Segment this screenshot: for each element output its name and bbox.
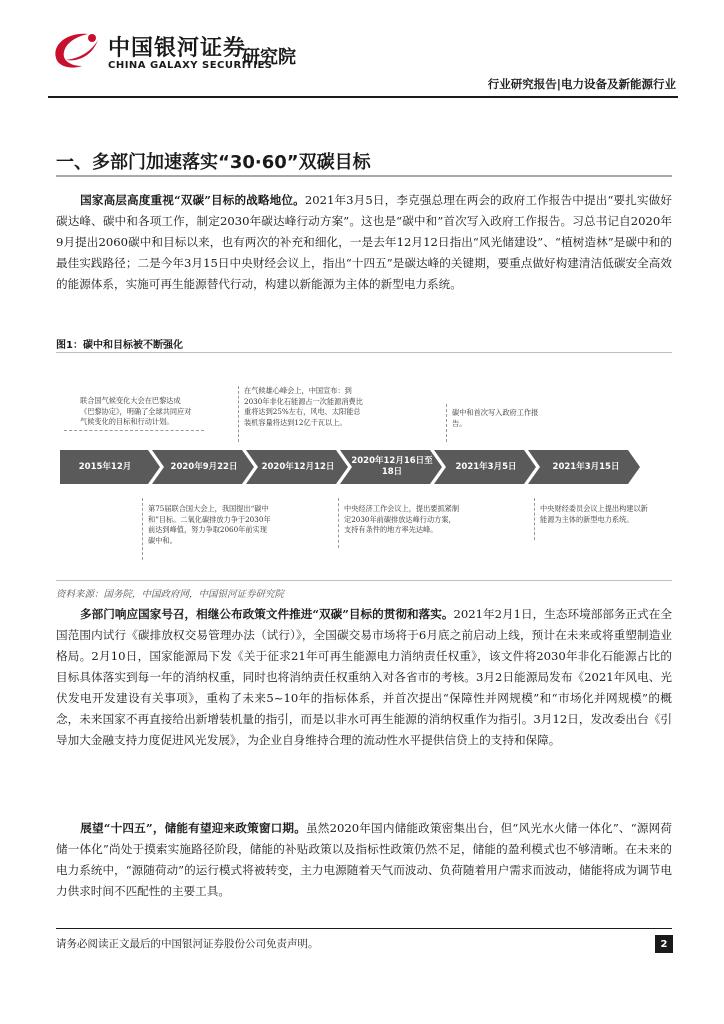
figure-source: 资料来源：国务院，中国政府网，中国银河证券研究院 <box>56 589 285 600</box>
timeline-note-top-1: 联合国气候变化大会在巴黎达成《巴黎协定》，明确了全球共同应对气候变化的目标和行动计划。 <box>80 396 192 426</box>
timeline-note-bottom-1: 第75届联合国大会上，我国提出“碳中和”目标。二氧化碳排放力争于2030年前达到峰值，努力争取2060年前实现碳中和。 <box>148 504 271 545</box>
timeline-note-top-2: 在气候雄心峰会上，中国宣布：到2030年非化石能源占一次能源消费比重将达到25%左右，风电、太阳能总装机容量将达到12亿千瓦以上。 <box>244 386 363 427</box>
galaxy-swoosh-icon <box>48 30 102 74</box>
note-connector <box>238 386 239 442</box>
figure-top-rule <box>56 352 672 353</box>
paragraph-3 <box>56 818 672 902</box>
logo-english: CHINA GALAXY SECURITIES <box>108 60 273 71</box>
logo-chinese: 中国银河证券 <box>108 36 247 61</box>
timeline-note-bottom-3: 中央财经委员会议上提出构建以新能源为主体的新型电力系统。 <box>540 504 648 524</box>
paragraph-3-lead: 展望“十四五”，储能有望迎来政策窗口期。 <box>80 821 306 835</box>
report-category: 行业研究报告|电力设备及新能源行业 <box>487 77 676 91</box>
note-connector <box>338 498 339 548</box>
figure-bottom-rule <box>56 580 672 581</box>
section-divider <box>56 175 672 177</box>
paragraph-1-body: 2021年3月5日，李克强总理在两会的政府工作报告中提出“要扎实做好碳达峰、碳中和各项工作，制定2030年碳达峰行动方案”。这也是“碳中和”首次写入政府工作报告。习总书记自2020年9月提出2060碳中和目标以来，也有两次的补充和细化，一是去年12月12日指出“风光储建设”、“植树造林”是碳中和的最佳实践路径；二是今年3月15日中央财经会议上，指出“十四五”是碳达峰的关键期，要重点做好构建清洁低碳安全高效的能源体系，实施可再生能源替代行动，构建以新能源为主体的新型电力系统。 <box>56 193 673 291</box>
paragraph-2-lead: 多部门响应国家号召，相继公布政策文件推进“双碳”目标的贯彻和落实。 <box>80 607 454 621</box>
timeline-label-6: 2021年3月15日 <box>552 461 620 472</box>
timeline <box>60 450 640 484</box>
paragraph-3-body: 虽然2020年国内储能政策密集出台，但“风光水火储一体化”、“源网荷储一体化”尚处于摸索实施路径阶段，储能的补贴政策以及指标性政策仍然不足，储能的盈利模式也不够清晰。在未来的电力系统中，“源随荷动”的运行模式将被转变，主力电源随着天气而波动、负荷随着用户需求而波动，储能将成为调节电力供求时间不匹配性的主要工具。 <box>56 821 672 898</box>
page-number: 2 <box>655 935 673 953</box>
paragraph-2 <box>56 604 672 751</box>
paragraph-1-lead: 国家高层高度重视“双碳”目标的战略地位。 <box>80 193 305 207</box>
footer-disclaimer: 请务必阅读正文最后的中国银河证券股份公司免责声明。 <box>56 938 319 950</box>
timeline-note-bottom-2: 中央经济工作会议上，提出要抓紧制定2030年前碳排放达峰行动方案，支持有条件的地方率先达峰。 <box>344 504 460 534</box>
timeline-label-4: 2020年12月16日至18日 <box>351 456 433 477</box>
paragraph-2-body: 2021年2月1日，生态环境部部务正式在全国范围内试行《碳排放权交易管理办法（试行）》，全国碳交易市场将于6月底之前启动上线，预计在未来或将重塑制造业格局。2月10日，国家能源局下发《关于征求21年可再生能源电力消纳责任权重》，该文件将2030年非化石能源占比的目标具体落实到每一年的消纳权重，同时也将消纳责任权重纳入对各省市的考核。3月2日能源局发布《2021年风电、光伏发电开发建设有关事项》，重构了未来5~10年的指标体系，并首次提出“保障性并网规模”和“市场化并网规模”的概念，未来国家不再直接给出新增装机量的指引，而是以非水可再生能源的消纳权重作为指引。3月12日，发改委出台《引导加大金融支持力度促进风光发展》，为企业自身维持合理的流动性水平提供信贷上的支持和保障。 <box>56 607 672 747</box>
institute-label: 研究院 <box>242 47 296 68</box>
note-connector <box>142 498 143 560</box>
section-title: 一、多部门加速落实“30·60”双碳目标 <box>56 152 371 173</box>
note-connector <box>64 430 204 431</box>
header-divider <box>48 96 678 98</box>
timeline-note-top-3: 碳中和首次写入政府工作报告。 <box>452 408 539 428</box>
timeline-label-1: 2015年12月 <box>78 461 132 472</box>
note-connector <box>534 498 535 540</box>
figure-title: 图1：碳中和目标被不断强化 <box>56 340 183 351</box>
timeline-label-3: 2020年12月12日 <box>261 461 335 472</box>
page-header <box>0 0 724 96</box>
timeline-label-5: 2021年3月5日 <box>455 461 517 472</box>
footer-divider <box>56 928 672 929</box>
paragraph-1 <box>56 190 672 295</box>
note-connector <box>446 404 447 442</box>
timeline-label-2: 2020年9月22日 <box>170 461 238 472</box>
